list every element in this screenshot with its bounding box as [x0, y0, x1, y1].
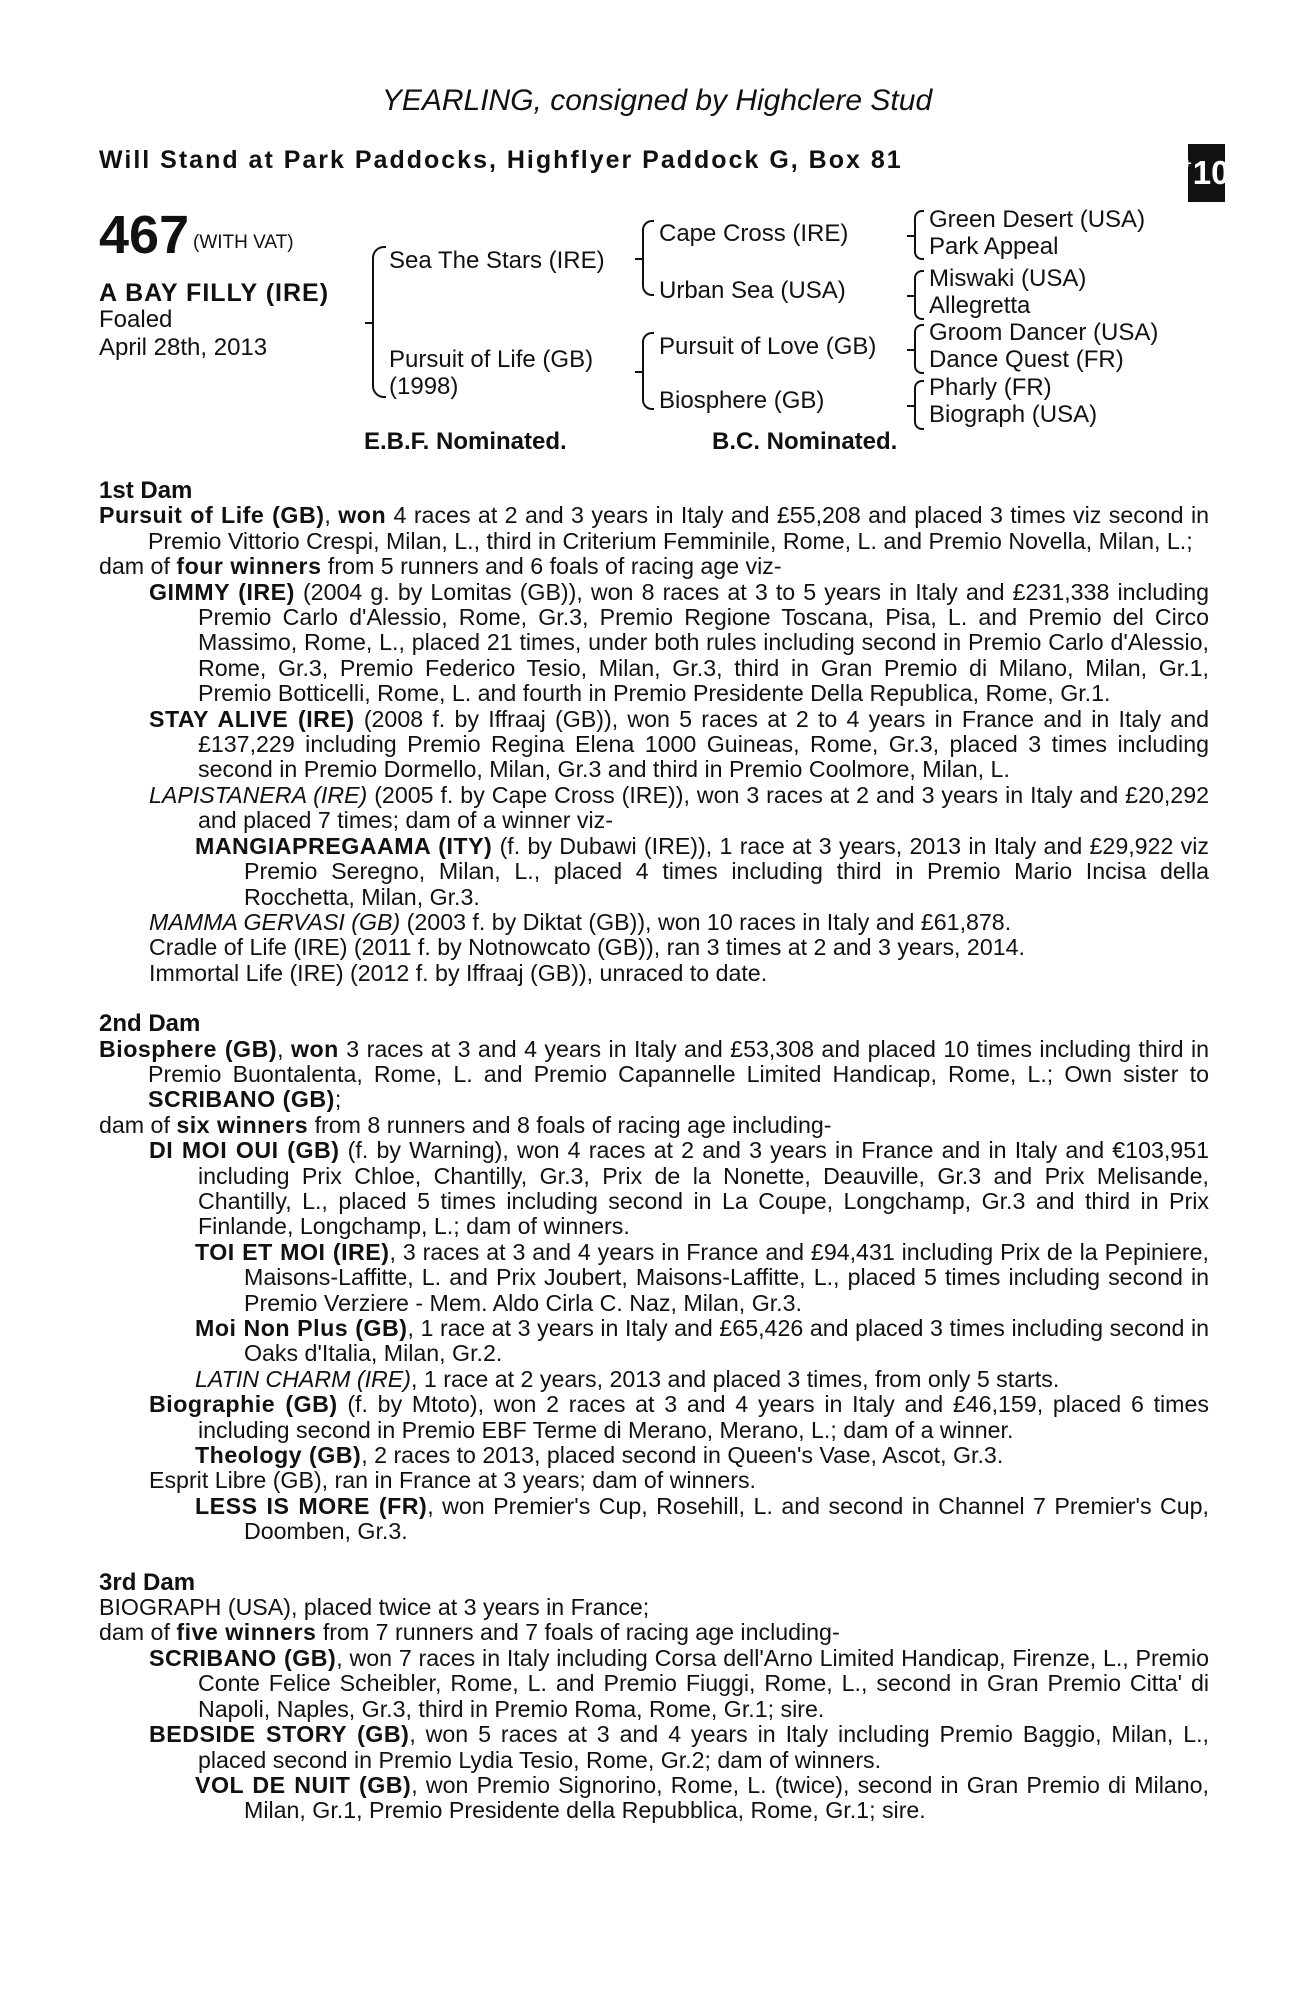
- dam-bracket: [642, 332, 654, 410]
- dam-year: (1998): [389, 373, 459, 400]
- great-grandsire-3: Groom Dancer (USA): [929, 319, 1159, 346]
- second-dam-produce-summary: dam of six winners from 8 runners and 8 foals of racing age including-: [99, 1111, 832, 1138]
- pedigree-bracket: [372, 246, 386, 398]
- foaled-label: Foaled: [99, 306, 173, 333]
- first-dam-heading: 1st Dam: [99, 477, 193, 504]
- produce-entry: GIMMY (IRE) (2004 g. by Lomitas (GB)), won 8 races at 3 to 5 years in Italy and £231,338 including Premio Carlo d'Alessio, Rome, Gr.3, Premio Regione Toscana, Pisa, L. and Premio del Circo Massimo, Rome, L., placed 21 times, under both rules including second in Premio Carlo d'Alessio, Rome, Gr.3, Premio Federico Tesio, Milan, Gr.3, third in Gran Premio di Milano, Milan, Gr.1, Premio Botticelli, Rome, L. and fourth in Premio Presidente Della Republica, Rome, Gr.1.: [149, 578, 1209, 707]
- dam: Pursuit of Life (GB): [389, 346, 594, 373]
- page-title: YEARLING, consigned by Highclere Stud: [381, 84, 933, 117]
- produce-entry: Esprit Libre (GB), ran in France at 3 years; dam of winners.: [149, 1467, 756, 1494]
- produce-entry: LAPISTANERA (IRE) (2005 f. by Cape Cross (IRE)), won 3 races at 2 and 3 years in Italy and £20,292 and placed 7 times; dam of a winner viz-: [149, 781, 1209, 834]
- gg-bracket-1: [914, 210, 924, 260]
- dam-dam: Biosphere (GB): [659, 387, 825, 414]
- great-granddam-1: Park Appeal: [929, 233, 1059, 260]
- foaled-date: April 28th, 2013: [99, 334, 268, 361]
- produce-entry: Cradle of Life (IRE) (2011 f. by Notnowcato (GB)), ran 3 times at 2 and 3 years, 2014.: [149, 934, 1025, 961]
- third-dam-heading: 3rd Dam: [99, 1568, 196, 1596]
- vat-label: (WITH VAT): [193, 232, 294, 253]
- gg-bracket-4: [914, 380, 924, 430]
- catalogue-body: [99, 478, 1209, 1824]
- great-grandsire-4: Pharly (FR): [929, 374, 1052, 401]
- produce-entry: Moi Non Plus (GB), 1 race at 3 years in Italy and £65,426 and placed 3 times including second in Oaks d'Italia, Milan, Gr.2.: [195, 1315, 1210, 1367]
- produce-entry: SCRIBANO (GB), won 7 races in Italy including Corsa dell'Arno Limited Handicap, Firenze, L., Premio Conte Felice Scheibler, Rome, L. and Premio Fiuggi, Rome, L., second in Gran Premio Citta' di Napoli, Naples, Gr.3, third in Premio Roma, Rome, Gr.1; sire.: [149, 1644, 1209, 1722]
- plus-10-badge: + 10: [1188, 144, 1225, 202]
- sire-dam: Urban Sea (USA): [659, 277, 846, 304]
- great-grandsire-1: Green Desert (USA): [929, 206, 1146, 233]
- ebf-nominated: E.B.F. Nominated.: [364, 428, 567, 455]
- great-grandsire-2: Miswaki (USA): [929, 265, 1087, 292]
- gg-bracket-2: [914, 270, 924, 320]
- produce-entry: LESS IS MORE (FR), won Premier's Cup, Rosehill, L. and second in Channel 7 Premier's Cup, Doomben, Gr.3.: [195, 1492, 1209, 1545]
- produce-entry: MANGIAPREGAAMA (ITY) (f. by Dubawi (IRE)), 1 race at 3 years, 2013 in Italy and £29,922 viz Premio Seregno, Milan, L., placed 4 times including third in Premio Mario Incisa della Rocchetta, Milan, Gr.3.: [195, 832, 1210, 910]
- sire-sire: Cape Cross (IRE): [659, 220, 849, 247]
- great-granddam-2: Allegretta: [929, 292, 1031, 319]
- produce-entry: TOI ET MOI (IRE), 3 races at 3 and 4 years in France and £94,431 including Prix de la Pepiniere, Maisons-Laffitte, L. and Prix Joubert, Maisons-Laffitte, L., placed 5 times including second in Premio Verziere - Mem. Aldo Cirla C. Naz, Milan, Gr.3.: [195, 1238, 1209, 1316]
- produce-entry: Immortal Life (IRE) (2012 f. by Iffraaj (GB)), unraced to date.: [149, 959, 768, 986]
- produce-entry: Theology (GB), 2 races to 2013, placed second in Queen's Vase, Ascot, Gr.3.: [195, 1442, 1004, 1469]
- second-dam-record: Biosphere (GB), won 3 races at 3 and 4 years in Italy and £53,308 and placed 10 times including third in Premio Buontalenta, Rome, L. and Premio Capannelle Limited Handicap, Rome, L.; Own sister to SCRIBANO (GB);: [99, 1035, 1210, 1113]
- lot-number: 467: [99, 205, 190, 265]
- gg-bracket-3: [914, 324, 924, 374]
- stand-location: Will Stand at Park Paddocks, Highflyer Paddock G, Box 81: [99, 146, 903, 174]
- produce-entry: DI MOI OUI (GB) (f. by Warning), won 4 races at 2 and 3 years in France and in Italy and €103,951 including Prix Chloe, Chantilly, Gr.3, Prix de la Nonette, Deauville, Gr.3 and Prix Melisande, Chantilly, L., placed 5 times including second in La Coupe, Longchamp, Gr.3 and third in Prix Finlande, Longchamp, L.; dam of winners.: [149, 1137, 1209, 1240]
- produce-entry: STAY ALIVE (IRE) (2008 f. by Iffraaj (GB)), won 5 races at 2 to 4 years in France and in Italy and £137,229 including Premio Regina Elena 1000 Guineas, Rome, Gr.3, placed 3 times including second in Premio Dormello, Milan, Gr.3 and third in Premio Coolmore, Milan, L.: [149, 705, 1209, 783]
- third-dam-produce-summary: dam of five winners from 7 runners and 7 foals of racing age including-: [99, 1619, 840, 1646]
- second-dam-heading: 2nd Dam: [99, 1010, 201, 1038]
- produce-entry: BEDSIDE STORY (GB), won 5 races at 3 and 4 years in Italy including Premio Baggio, Milan, L., placed second in Premio Lydia Tesio, Rome, Gr.2; dam of winners.: [149, 1721, 1209, 1773]
- produce-entry: MAMMA GERVASI (GB) (2003 f. by Diktat (GB)), won 10 races in Italy and £61,878.: [149, 908, 1012, 935]
- lot-description: A BAY FILLY (IRE): [99, 279, 330, 307]
- produce-entry: Biographie (GB) (f. by Mtoto), won 2 races at 3 and 4 years in Italy and £46,159, placed 6 times including second in Premio EBF Terme di Merano, Merano, L.; dam of a winner.: [149, 1391, 1209, 1443]
- dam-record: Pursuit of Life (GB), won 4 races at 2 and 3 years in Italy and £55,208 and placed 3 times viz second in Premio Vittorio Crespi, Milan, L., third in Criterium Femminile, Rome, L. and Premio Novella, Milan, L.;: [99, 502, 1209, 554]
- sire-bracket: [642, 220, 654, 296]
- produce-entry: VOL DE NUIT (GB), won Premio Signorino, Rome, L. (twice), second in Gran Premio di Milano, Milan, Gr.1, Premio Presidente della Repubblica, Rome, Gr.1; sire.: [195, 1771, 1209, 1824]
- produce-entry: LATIN CHARM (IRE), 1 race at 2 years, 2013 and placed 3 times, from only 5 starts.: [195, 1365, 1060, 1392]
- great-granddam-3: Dance Quest (FR): [929, 346, 1124, 373]
- dam-produce-summary: dam of four winners from 5 runners and 6 foals of racing age viz-: [99, 553, 782, 580]
- bc-nominated: B.C. Nominated.: [712, 428, 898, 455]
- sire: Sea The Stars (IRE): [389, 247, 605, 274]
- great-granddam-4: Biograph (USA): [929, 401, 1098, 428]
- dam-sire: Pursuit of Love (GB): [659, 333, 877, 360]
- third-dam-record: BIOGRAPH (USA), placed twice at 3 years in France;: [99, 1594, 650, 1621]
